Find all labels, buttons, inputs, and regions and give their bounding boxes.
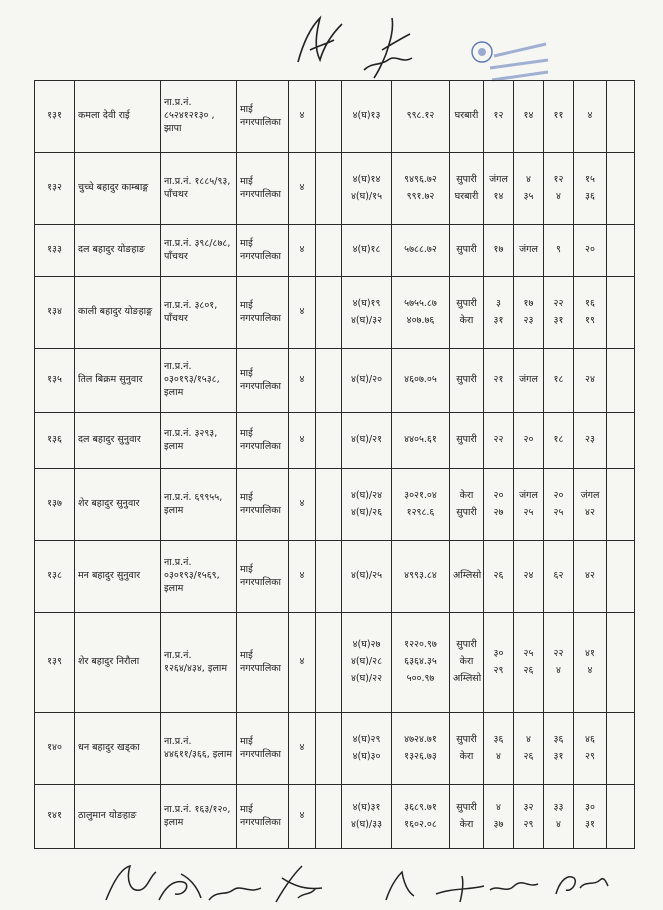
plot-number-value: ४(घ)१८ [352,244,381,256]
ward-number: ४ [289,613,316,713]
plot-number [342,469,392,541]
boundary-north [544,277,574,349]
boundary-east-value: ३७ [493,818,504,830]
boundary-east [484,225,514,277]
land-use-value: घरबारी [454,190,479,202]
table-row [35,277,635,349]
land-use-value: केरा [459,656,474,668]
citizenship-number: ना.प्र.नं. ०३०१९३/१५३८, इलाम [161,349,237,413]
boundary-east-value: १२ [493,110,504,122]
boundary-west-value: २९ [523,818,534,830]
plot-area [392,785,450,849]
plot-area [392,81,450,153]
boundary-south [574,413,607,469]
plot-area-value: ४७२४.७१ [404,733,437,745]
citizenship-number: ना.प्र.नं. ८५२४१२१३० , झापा [161,81,237,153]
land-use [450,277,484,349]
table-row [35,349,635,413]
boundary-north-value: ११ [553,110,564,122]
land-register-table [34,80,635,849]
citizenship-number: ना.प्र.नं. १६३/१२०, इलाम [161,785,237,849]
boundary-west [514,413,544,469]
boundary-east [484,469,514,541]
boundary-south [574,225,607,277]
citizenship-number: ना.प्र.नं. ३९८/८७८, पाँचथर [161,225,237,277]
plot-area-value: १३२६.७३ [404,750,437,762]
boundary-south-value: २० [585,244,595,256]
serial-number: १३८ [35,541,75,613]
land-use [450,153,484,225]
ward-number: ४ [289,469,316,541]
citizenship-number: ना.प्र.नं. ३८०१, पाँचथर [161,277,237,349]
land-use [450,613,484,713]
ward-number: ४ [289,785,316,849]
boundary-south-value: ४ [587,664,593,676]
citizenship-number: ना.प्र.नं. ०३०१९३/१५६९, इलाम [161,541,237,613]
citizenship-number: ना.प्र.नं. ३२९३, इलाम [161,413,237,469]
boundary-south [574,277,607,349]
plot-number-value: ४(घ)/२१ [350,434,383,446]
boundary-east-value: २० [493,489,504,501]
blank-cell [316,81,342,153]
boundary-south-value: १९ [585,314,595,326]
boundary-west-value: २३ [523,314,534,326]
blank-cell [316,785,342,849]
boundary-south-value: ४२ [585,570,595,582]
boundary-north [544,713,574,785]
boundary-east [484,613,514,713]
boundary-east-value: ४ [496,750,501,762]
ward-number: ४ [289,413,316,469]
plot-area-value: ६३६४.३५ [404,656,437,668]
boundary-south-value: ४ [587,110,593,122]
boundary-east-value: २६ [493,570,504,582]
boundary-south-value: २३ [585,434,595,446]
ward-number: ४ [289,225,316,277]
signature-top-center [352,14,422,84]
boundary-north [544,469,574,541]
plot-number-value: ४(घ)/२० [350,374,383,386]
boundary-south-value: ४६ [585,733,595,745]
plot-area-value: ५७८८.७२ [404,244,437,256]
plot-number [342,349,392,413]
ward-number: ४ [289,153,316,225]
boundary-south-value: ३६ [585,190,595,202]
blank-cell [316,413,342,469]
boundary-west [514,349,544,413]
land-use-value: सुपारी [456,801,477,813]
boundary-south-value: १५ [585,173,595,185]
address: माई नगरपालिका [237,349,289,413]
serial-number: १३५ [35,349,75,413]
table-row [35,613,635,713]
plot-number-value: ४(घ)१९ [352,297,381,309]
plot-area [392,413,450,469]
plot-area-value: १२२०.९७ [404,639,437,651]
boundary-west [514,225,544,277]
plot-area-value: ४०७.७६ [406,314,435,326]
boundary-west-value: २० [523,434,534,446]
blank-cell [316,469,342,541]
blank-cell [316,225,342,277]
boundary-east [484,81,514,153]
office-seal [468,38,550,84]
boundary-north-value: ३१ [553,750,564,762]
boundary-south [574,81,607,153]
boundary-south [574,713,607,785]
plot-number-value: ४(घ)/३२ [350,314,383,326]
signature-bottom-2 [155,864,205,906]
address: माई नगरपालिका [237,153,289,225]
land-use [450,469,484,541]
blank-cell [607,413,635,469]
owner-name: दल बहादुर सुनुवार [75,413,161,469]
blank-cell [607,613,635,713]
land-use [450,413,484,469]
blank-cell [607,713,635,785]
boundary-west-value: २५ [523,647,534,659]
boundary-west [514,785,544,849]
boundary-south-value: ३० [585,801,595,813]
address: माई नगरपालिका [237,469,289,541]
plot-number-value: ४(घ)३१ [352,801,381,813]
ward-number: ४ [289,81,316,153]
boundary-south-value: ३१ [585,818,595,830]
blank-cell [316,277,342,349]
boundary-west-value: २६ [523,750,534,762]
boundary-north-value: २५ [553,506,564,518]
boundary-east [484,713,514,785]
serial-number: १३४ [35,277,75,349]
boundary-west [514,469,544,541]
plot-number [342,225,392,277]
land-use [450,713,484,785]
address: माई नगरपालिका [237,541,289,613]
table-row [35,713,635,785]
boundary-north [544,785,574,849]
blank-cell [607,469,635,541]
boundary-east-value: २७ [493,506,504,518]
plot-number-value: ४(घ)/२८ [350,656,383,668]
boundary-north [544,541,574,613]
plot-area-value: ३०२१.०४ [404,489,437,501]
serial-number: १३९ [35,613,75,713]
serial-number: १४१ [35,785,75,849]
boundary-west [514,277,544,349]
boundary-north-value: ६२ [553,570,564,582]
citizenship-number: ना.प्र.नं. १८८५/९३, पाँचथर [161,153,237,225]
boundary-north-value: ९ [556,244,561,256]
boundary-east [484,541,514,613]
land-use-value: सुपारी [456,297,477,309]
boundary-north-value: १८ [553,434,564,446]
boundary-north-value: ३३ [553,801,564,813]
boundary-south-value: ४२ [585,506,595,518]
boundary-east-value: २९ [493,664,504,676]
land-use-value: केरा [459,489,474,501]
plot-number-value: ४(घ)/१५ [350,190,383,202]
blank-cell [607,349,635,413]
land-use-value: केरा [459,750,474,762]
serial-number: १३२ [35,153,75,225]
boundary-south [574,541,607,613]
plot-number-value: ४(घ)/२६ [350,506,383,518]
boundary-west-value: ४ [526,733,531,745]
boundary-east-value: २२ [493,434,504,446]
table-row [35,469,635,541]
boundary-east-value: ४ [496,801,501,813]
boundary-north-value: २२ [553,297,564,309]
owner-name: धन बहादुर खड्का [75,713,161,785]
plot-number-value: ४(घ)२७ [352,639,381,651]
table-row [35,413,635,469]
owner-name: तिल बिक्रम सुनुवार [75,349,161,413]
blank-cell [607,541,635,613]
land-use-value: सुपारी [456,374,477,386]
address: माई नगरपालिका [237,225,289,277]
boundary-east-value: ३ [496,297,501,309]
owner-name: कमला देवी राई [75,81,161,153]
boundary-north-value: ४ [556,818,561,830]
signature-bottom-5 [380,866,420,906]
plot-area [392,713,450,785]
plot-number [342,413,392,469]
boundary-east-value: १४ [493,190,504,202]
land-use-value: केरा [459,314,474,326]
plot-area-value: १६०२.०८ [404,818,437,830]
land-use [450,785,484,849]
blank-cell [607,277,635,349]
plot-area-value: १२९८.६ [406,506,435,518]
table-row [35,785,635,849]
plot-area [392,469,450,541]
plot-area [392,153,450,225]
boundary-west-value: २४ [523,570,534,582]
address: माई नगरपालिका [237,713,289,785]
plot-area-value: ४४०५.६१ [404,434,437,446]
boundary-west-value: २५ [523,506,534,518]
blank-cell [316,153,342,225]
signature-bottom-3 [205,870,265,908]
blank-cell [607,785,635,849]
plot-number [342,785,392,849]
plot-number-value: ४(घ)/२२ [350,672,383,684]
owner-name: दल बहादुर योङहाङ [75,225,161,277]
boundary-north [544,413,574,469]
land-use [450,541,484,613]
blank-cell [607,81,635,153]
plot-number-value: ४(घ)१४ [352,173,381,185]
plot-number [342,613,392,713]
boundary-south-value: ४१ [585,647,595,659]
address: माई नगरपालिका [237,81,289,153]
plot-area [392,541,450,613]
blank-cell [316,613,342,713]
land-use [450,81,484,153]
owner-name: शेर बहादुर सुनुवार [75,469,161,541]
boundary-east [484,277,514,349]
blank-cell [316,541,342,613]
boundary-north-value: १८ [553,374,564,386]
boundary-west-value: ३२ [523,801,534,813]
boundary-north-value: २२ [553,647,564,659]
citizenship-number: ना.प्र.नं. ४४६११/३६६, इलाम [161,713,237,785]
boundary-south [574,785,607,849]
boundary-west [514,81,544,153]
plot-area-value: ४६०७.०५ [404,374,437,386]
boundary-north-value: ३६ [553,733,564,745]
signature-bottom-1 [100,860,160,906]
land-use-value: सुपारी [456,244,477,256]
plot-number [342,81,392,153]
boundary-west-value: २६ [523,664,534,676]
boundary-west-value: जंगल [519,374,538,386]
boundary-north-value: १२ [553,173,564,185]
address: माई नगरपालिका [237,277,289,349]
boundary-east-value: ३० [493,647,504,659]
land-use [450,349,484,413]
boundary-south [574,349,607,413]
plot-area-value: ९९१.७२ [406,190,435,202]
boundary-west [514,541,544,613]
ward-number: ४ [289,541,316,613]
boundary-north-value: ४ [556,664,561,676]
boundary-east [484,413,514,469]
land-use-value: केरा [459,818,474,830]
boundary-north [544,153,574,225]
ward-number: ४ [289,349,316,413]
boundary-east-value: २१ [493,374,504,386]
land-use-value: सुपारी [456,733,477,745]
address: माई नगरपालिका [237,785,289,849]
boundary-south-value: २९ [585,750,595,762]
table-row [35,81,635,153]
address: माई नगरपालिका [237,613,289,713]
owner-name: शेर बहादुर निरौला [75,613,161,713]
boundary-west-value: ३५ [523,190,534,202]
land-use-value: सुपारी [456,173,477,185]
serial-number: १३३ [35,225,75,277]
serial-number: १३७ [35,469,75,541]
boundary-west [514,713,544,785]
table-row [35,225,635,277]
plot-number [342,541,392,613]
plot-area-value: ५७५५.८७ [404,297,437,309]
boundary-east-value: जंगल [489,173,508,185]
blank-cell [316,713,342,785]
plot-number-value: ४(घ)१३ [352,110,381,122]
boundary-east-value: १७ [493,244,504,256]
serial-number: १४० [35,713,75,785]
boundary-north-value: ३१ [553,314,564,326]
plot-number-value: ४(घ)/२४ [350,489,383,501]
boundary-east-value: ३६ [493,733,504,745]
plot-area-value: ९४९६.७२ [404,173,437,185]
boundary-east [484,153,514,225]
land-use-value: सुपारी [456,506,477,518]
boundary-east-value: ३१ [493,314,504,326]
plot-area-value: ५००.९७ [406,672,435,684]
land-use-value: सुपारी [456,434,477,446]
boundary-west-value: ४ [526,173,531,185]
plot-area-value: ३६८९.७१ [404,801,437,813]
signature-top-left [290,10,350,70]
plot-number [342,277,392,349]
blank-cell [607,225,635,277]
boundary-north [544,225,574,277]
boundary-west-value: जंगल [519,489,538,501]
boundary-north [544,349,574,413]
owner-name: काली बहादुर योङहाङ्ग [75,277,161,349]
boundary-south [574,613,607,713]
boundary-south-value: जंगल [580,489,600,501]
owner-name: ठालुमान योङहाङ [75,785,161,849]
citizenship-number: ना.प्र.नं. १२६४/४३४, इलाम [161,613,237,713]
boundary-north-value: ४ [556,190,561,202]
plot-number [342,153,392,225]
boundary-north-value: २० [553,489,564,501]
plot-number-value: ४(घ)/३३ [350,818,383,830]
table-row [35,153,635,225]
owner-name: चुच्चे बहादुर काम्बाङ्ग [75,153,161,225]
boundary-south-value: २४ [585,374,595,386]
land-use [450,225,484,277]
blank-cell [607,153,635,225]
boundary-north [544,81,574,153]
plot-number-value: ४(घ)/२५ [350,570,383,582]
blank-cell [316,349,342,413]
plot-area [392,613,450,713]
address: माई नगरपालिका [237,413,289,469]
signature-bottom-4 [268,858,328,908]
land-use-value: घरबारी [454,110,479,122]
plot-number [342,713,392,785]
citizenship-number: ना.प्र.नं. ६९९५५, इलाम [161,469,237,541]
boundary-north [544,613,574,713]
plot-area-value: ४९९३.८४ [404,570,437,582]
ward-number: ४ [289,277,316,349]
plot-area [392,349,450,413]
boundary-east [484,785,514,849]
plot-area [392,277,450,349]
ward-number: ४ [289,713,316,785]
serial-number: १३१ [35,81,75,153]
land-use-value: अम्लिसो [453,672,482,684]
boundary-west [514,613,544,713]
plot-area-value: ९९८.१२ [406,110,435,122]
owner-name: मन बहादुर सुनुवार [75,541,161,613]
plot-number-value: ४(घ)२९ [352,733,381,745]
boundary-south [574,469,607,541]
table-row [35,541,635,613]
land-use-value: सुपारी [456,639,477,651]
boundary-west-value: जंगल [519,244,538,256]
boundary-south [574,153,607,225]
land-use-value: अम्लिसो [453,570,482,582]
boundary-west-value: १४ [523,110,534,122]
plot-area [392,225,450,277]
boundary-south-value: १६ [585,297,595,309]
boundary-west-value: १७ [523,297,534,309]
boundary-east [484,349,514,413]
signature-bottom-6 [432,868,542,906]
serial-number: १३६ [35,413,75,469]
boundary-west [514,153,544,225]
plot-number-value: ४(घ)३० [352,750,381,762]
signature-bottom-7 [550,866,610,902]
